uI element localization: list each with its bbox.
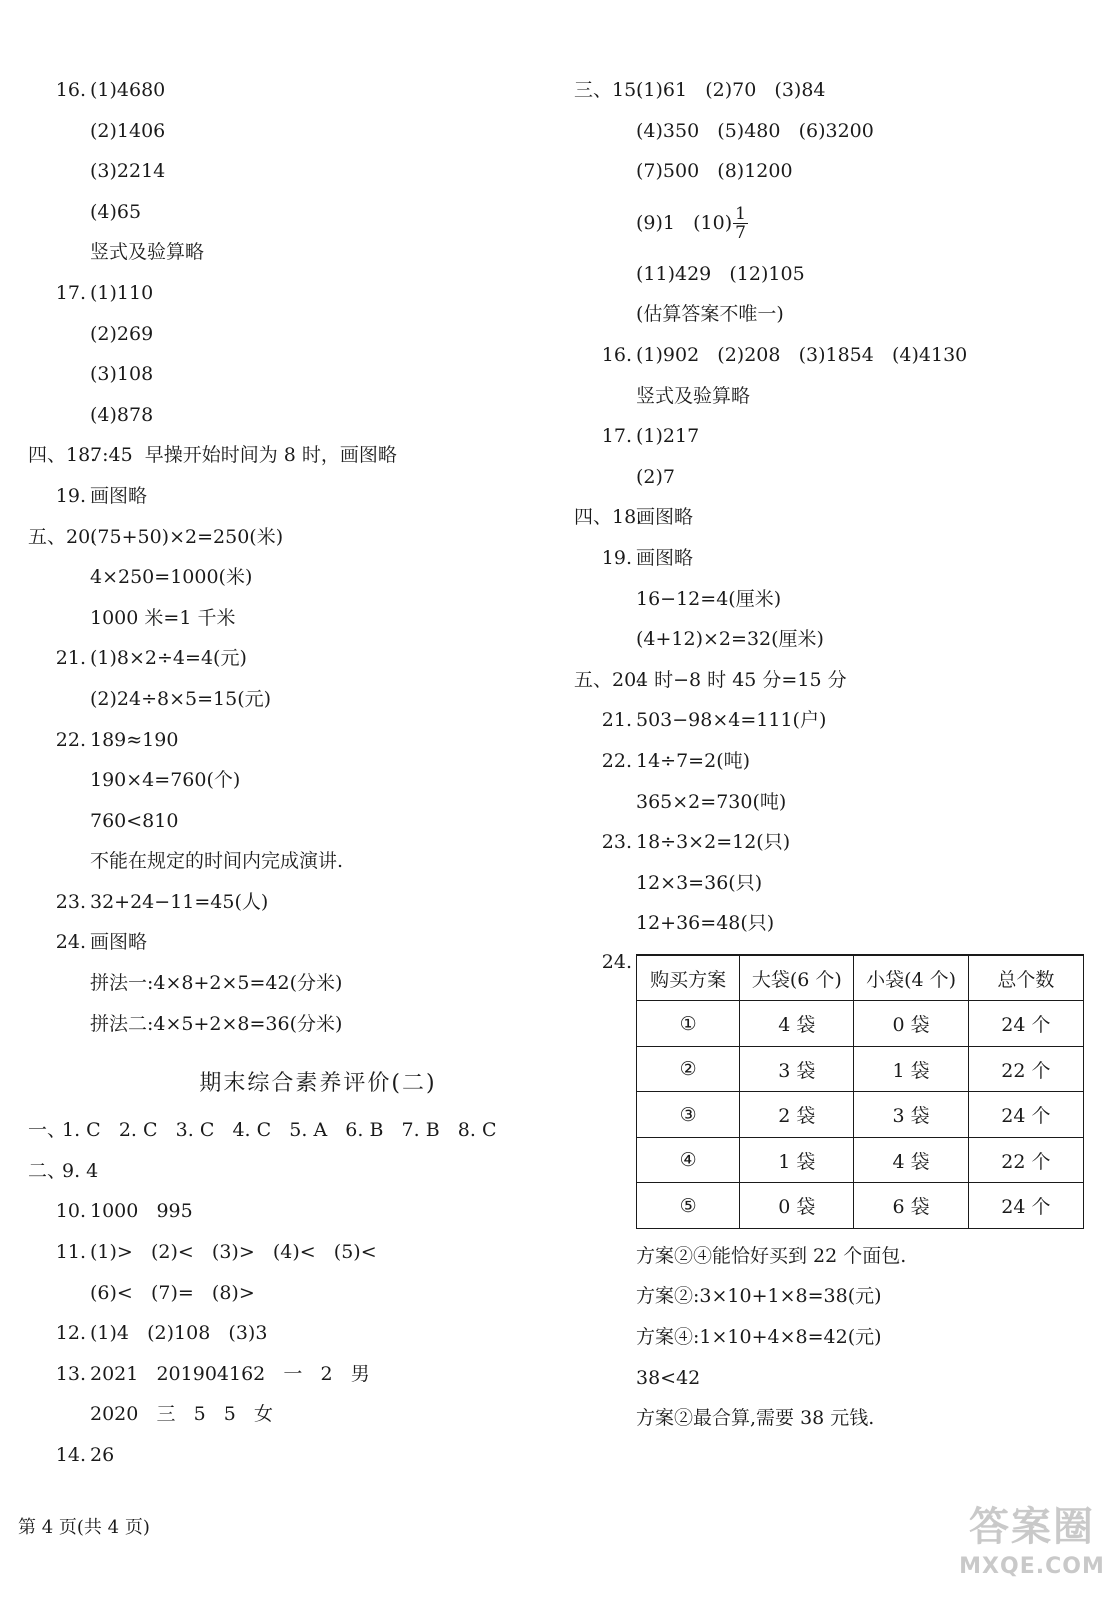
table-cell: ⑤ [637,1183,740,1229]
table-cell: 1 袋 [740,1137,854,1183]
answer-line: 拼法一:4×8+2×5=42(分米) [90,972,343,995]
watermark-title: 答案圈 [969,1504,1095,1550]
table-header-cell: 总个数 [968,955,1083,1001]
answer-line: (2)1406 [90,119,166,142]
answer-line: 方案②④能恰好买到 22 个面包. [636,1244,907,1267]
left-column [28,70,548,1476]
table-cell: ① [637,1001,740,1047]
answer-note: 竖式及验算略 [636,384,751,407]
table-cell: 22 个 [968,1137,1083,1183]
answer-line: 21. 503−98×4=111(户) [574,700,1104,741]
answer-line: 21. (1)8×2÷4=4(元) [28,638,548,679]
table-header-row [637,955,1084,1001]
answer-line: 22. 189≈190 [28,720,548,761]
question-number: 22. [55,728,86,751]
answer-line: 12×3=36(只) [636,871,763,894]
right-column [574,70,1104,1439]
question-number: 10. [55,1200,86,1223]
question-number: 23. [601,831,632,854]
answer-line: 12+36=48(只) [636,912,775,935]
answer-note: 竖式及验算略 [90,241,205,264]
answer-line: (4+12)×2=32(厘米) [636,628,824,651]
answer-line: (4)65 [90,200,142,223]
answer-line: (7)500 (8)1200 [636,160,793,183]
question-number: 一、 [28,1119,67,1142]
question-number: 23. [55,890,86,913]
fraction: $\frac{1}{7}$ [735,204,746,244]
answer-note: (估算答案不唯一) [636,303,784,326]
question-number: 22. [601,749,632,772]
answer-line: 17. (1)110 [28,273,548,314]
answer-line: 4×250=1000(米) [90,566,253,589]
table-cell: 24 个 [968,1092,1083,1138]
table-cell: 22 个 [968,1046,1083,1092]
table-cell: ④ [637,1137,740,1183]
answer-line: (9)1 (10) $\frac{1}{7}$ [636,204,746,244]
question-number: 五、20. [28,525,97,548]
answer-line: 10. 1000 995 [28,1191,548,1232]
answer-line: 12. (1)4 (2)108 (3)3 [28,1313,548,1354]
answer-line: (11)429 (12)105 [636,262,805,285]
section-title: 期末综合素养评价(二) [199,1071,437,1097]
answer-line: 760<810 [90,809,179,832]
table-row [637,1001,1084,1047]
answer-line: 不能在规定的时间内完成演讲. [90,850,344,873]
question-number: 二、 [28,1159,67,1182]
question-number: 21. [601,709,632,732]
table-cell: 4 袋 [854,1137,968,1183]
answer-line: 五、20.4 时−8 时 45 分=15 分 [574,660,1104,701]
answer-line: 方案④:1×10+4×8=42(元) [636,1326,882,1349]
answer-line: 19. 画图略 [574,538,1104,579]
question-number: 19. [601,546,632,569]
answer-line: 23. 18÷3×2=12(只) [574,822,1104,863]
answer-line: (6)< (7)= (8)> [90,1281,255,1304]
table-header-cell: 购买方案 [637,955,740,1001]
table-cell: ③ [637,1092,740,1138]
question-number: 21. [55,647,86,670]
table-header-cell: 小袋(4 个) [854,955,968,1001]
answer-line: (3)108 [90,363,154,386]
answer-line: 14. 26 [28,1435,548,1476]
answer-line: (4)350 (5)480 (6)3200 [636,119,874,142]
watermark-logo [958,1500,1106,1590]
answer-line: 拼法二:4×5+2×8=36(分米) [90,1012,343,1035]
question-number: 19. [55,484,86,507]
table-cell: 1 袋 [854,1046,968,1092]
purchase-plan-table [636,954,1084,1229]
answer-line: 2020 三 5 5 女 [90,1403,274,1426]
answer-line: 190×4=760(个) [90,769,241,792]
table-cell: 24 个 [968,1001,1083,1047]
question-number: 17. [55,281,86,304]
answer-line: 三、15.(1)61 (2)70 (3)84 [574,70,1104,111]
watermark-url: MXQE.COM [959,1554,1105,1579]
answer-line: 365×2=730(吨) [636,790,787,813]
answer-line: (2)24÷8×5=15(元) [90,687,272,710]
answer-line: 五、20.(75+50)×2=250(米) [28,517,548,558]
table-cell: 0 袋 [854,1001,968,1047]
answer-line: 11. (1)> (2)< (3)> (4)< (5)< [28,1232,548,1273]
answer-line: 16−12=4(厘米) [636,587,782,610]
question-number: 16. [601,343,632,366]
question-number: 24. [601,950,632,973]
question-number: 11. [55,1241,86,1264]
answer-line: (4)878 [90,403,154,426]
answer-line: 方案②最合算,需要 38 元钱. [636,1407,875,1430]
answer-line: 24. 画图略 [28,922,548,963]
table-cell: 4 袋 [740,1001,854,1047]
table-cell: ② [637,1046,740,1092]
question-number: 三、15. [574,79,643,101]
answer-line: 38<42 [636,1366,701,1389]
answer-line: 1000 米=1 千米 [90,606,236,629]
question-number: 16. [55,79,86,101]
answer-line: 四、18.画图略 [574,497,1104,538]
answer-line: 方案②:3×10+1×8=38(元) [636,1285,882,1308]
answer-line: 19. 画图略 [28,476,548,517]
answer-line: 四、18.7:45 早操开始时间为 8 时，画图略 [28,435,548,476]
answer-line: 16. (1)902 (2)208 (3)1854 (4)4130 [574,335,1104,376]
table-cell: 6 袋 [854,1183,968,1229]
question-number: 17. [601,425,632,448]
table-row [637,1137,1084,1183]
page-footer: 第 4 页(共 4 页) [18,1517,150,1538]
question-number: 14. [55,1444,86,1466]
answer-line: 13. 2021 201904162 一 2 男 [28,1354,548,1395]
table-row [637,1092,1084,1138]
table-row [637,1183,1084,1229]
purchase-plan-block [574,948,1104,1236]
table-cell: 3 袋 [854,1092,968,1138]
answer-line: (3)2214 [90,160,166,183]
question-number: 四、18. [28,444,97,467]
question-number: 24. [55,931,86,954]
table-row [637,1046,1084,1092]
table-cell: 24 个 [968,1183,1083,1229]
answer-line: 二、9. 4 [28,1151,548,1192]
table-cell: 0 袋 [740,1183,854,1229]
answer-line: (2)7 [636,465,676,488]
table-header-cell: 大袋(6 个) [740,955,854,1001]
table-cell: 3 袋 [740,1046,854,1092]
answer-line: 16. (1)4680 [28,70,548,111]
answer-line: 17. (1)217 [574,416,1104,457]
answer-line: 一、1. C 2. C 3. C 4. C 5. A 6. B 7. B 8. C [28,1110,548,1151]
question-number: 五、20. [574,668,643,691]
answer-line: 23. 32+24−11=45(人) [28,882,548,923]
answer-line: (2)269 [90,322,154,345]
question-number: 13. [55,1362,86,1385]
table-cell: 2 袋 [740,1092,854,1138]
question-number: 四、18. [574,506,643,529]
question-number: 12. [55,1322,86,1345]
answer-line: 22. 14÷7=2(吨) [574,741,1104,782]
